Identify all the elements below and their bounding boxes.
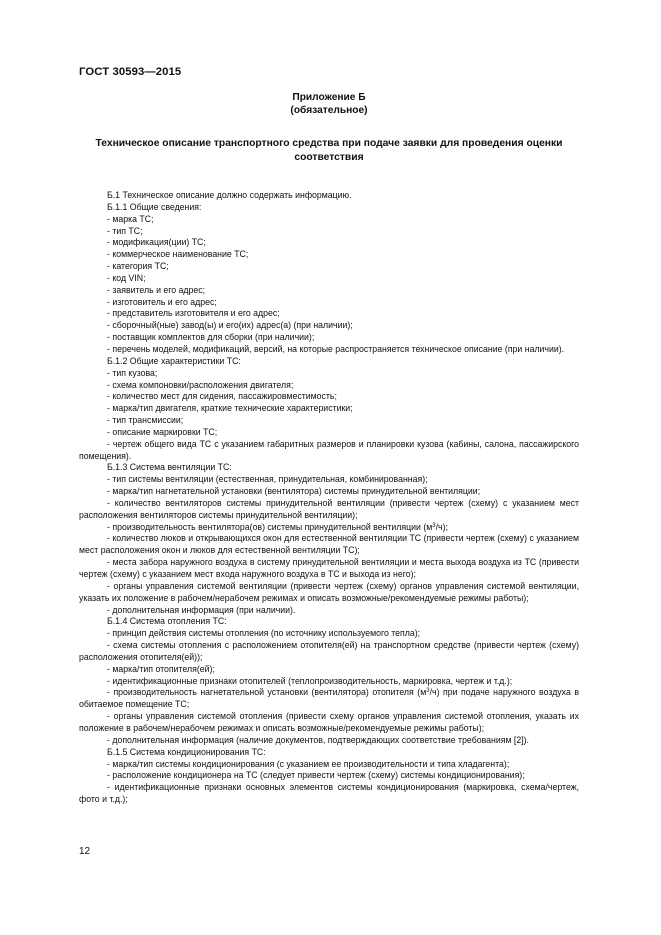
text-line: - дополнительная информация (при наличии). [107, 604, 296, 615]
text-line: Б.1.2 Общие характеристики ТС: [107, 355, 241, 366]
text-line: - количество люков и открывающихся окон для естественной вентиляции ТС (привести чертеж (схему) с указанием мест расположения окон и люков для естественной вентиляции ТС); [79, 533, 579, 556]
text-line: - коммерческое наименование ТС; [107, 249, 249, 260]
text-line: - категория ТС; [107, 261, 169, 272]
text-line: - идентификационные признаки основных элементов системы кондиционирования (маркировка, схема/чертеж, фото и т.д.); [79, 782, 579, 805]
text-line: - код VIN; [107, 272, 146, 283]
text-line: - представитель изготовителя и его адрес; [107, 308, 280, 319]
text-line: - сборочный(ные) завод(ы) и его(их) адрес(а) (при наличии); [107, 320, 353, 331]
text-line: - марка/тип двигателя, краткие технические характеристики; [107, 403, 353, 414]
text-line: - марка/тип системы кондиционирования (с указанием ее производительности и типа хладагента); [107, 758, 510, 769]
text-line: - принцип действия системы отопления (по источнику используемого тепла); [107, 628, 421, 639]
text-line: Б.1 Техническое описание должно содержать информацию. [107, 190, 352, 200]
text-line: - тип ТС; [107, 225, 143, 236]
text-line: Б.1.1 Общие сведения: [107, 201, 202, 212]
text-line: - расположение кондиционера на ТС (следует привести чертеж (схему) системы кондиционирования); [107, 770, 525, 781]
text-line [79, 522, 579, 534]
text-fragment: - производительность вентилятора(ов) системы принудительной вентиляции (м [107, 521, 433, 532]
text-line: - идентификационные признаки отопителей (теплопроизводительность, маркировка, чертеж и т.д.); [107, 675, 513, 686]
text-line: - описание маркировки ТС; [107, 426, 218, 437]
text-line: - перечень моделей, модификаций, версий, на которые распространяется техническое описание (при наличии). [107, 343, 565, 354]
text-line: - поставщик комплектов для сборки (при наличии); [107, 332, 315, 343]
appendix-title: Приложение Б [292, 92, 366, 103]
text-line: - модификация(ции) ТС; [107, 237, 206, 248]
text-line: Б.1.4 Система отопления ТС: [107, 616, 227, 627]
text-line: - марка/тип нагнетательной установки (вентилятора) системы принудительной вентиляции; [107, 486, 481, 497]
text-line: - схема компоновки/расположения двигателя; [107, 379, 294, 390]
text-fragment: /ч) при подаче наружного воздуха в обитаемое помещение ТС; [79, 687, 579, 710]
text-line: - органы управления системой отопления (привести схему органов управления системой отопления, указать их положение в рабочем/нерабочем режимах и описать возможные/рекомендуемые режимы работы); [79, 711, 579, 733]
text-line: - количество мест для сидения, пассажировместимость; [107, 391, 337, 402]
text-line: - марка ТС; [107, 213, 154, 224]
text-line: - схема системы отопления с расположением отопителя(ей) на транспортном средстве (привести чертеж (схему) расположения отопителя(ей)); [79, 640, 579, 662]
superscript: 3 [426, 688, 430, 695]
document-body [79, 190, 579, 806]
appendix-subtitle: (обязательное) [290, 104, 368, 116]
text-line: - тип кузова; [107, 367, 158, 378]
text-line: - тип системы вентиляции (естественная, принудительная, комбинированная); [107, 474, 428, 485]
standard-header: ГОСТ 30593—2015 [79, 66, 182, 78]
text-line: - дополнительная информация (наличие документов, подтверждающих соответствие требованиям [2]). [107, 734, 529, 745]
text-line: - места забора наружного воздуха в систему принудительной вентиляции и места выхода воздуха из ТС (привести чертеж (схему) с указанием мест входа наружного воздуха в ТС и выхода из него); [79, 557, 579, 579]
text-fragment: /ч); [435, 521, 448, 532]
text-line [79, 687, 579, 711]
text-line: - марка/тип отопителя(ей); [107, 663, 215, 674]
text-line: Б.1.5 Система кондиционирования ТС: [107, 746, 266, 757]
text-fragment: - производительность нагнетательной установки (вентилятора) отопителя (м [107, 687, 427, 698]
text-line: - заявитель и его адрес; [107, 284, 206, 295]
appendix-heading [79, 92, 579, 117]
text-line: - количество вентиляторов системы принудительной вентиляции (привести чертеж (схему) с указанием мест расположения вентиляторов системы принудительной вентиляции); [79, 497, 579, 520]
text-line: - чертеж общего вида ТС с указанием габаритных размеров и планировки кузова (кабины, салона, пассажирского помещения). [79, 438, 579, 461]
text-line: - органы управления системой вентиляции (привести чертеж (схему) органов управления системой вентиляции, указать их положение в рабочем/нерабочем режимах и описать возможные/рекомендуемые режимы работы); [79, 580, 579, 603]
text-line: Б.1.3 Система вентиляции ТС: [107, 462, 232, 473]
text-line: - изготовитель и его адрес; [107, 296, 217, 307]
text-line: - тип трансмиссии; [107, 415, 184, 426]
superscript: 3 [432, 522, 436, 529]
page-number: 12 [79, 846, 91, 857]
document-title: Техническое описание транспортного средства при подаче заявки для проведения оценки соответствия [95, 138, 563, 163]
